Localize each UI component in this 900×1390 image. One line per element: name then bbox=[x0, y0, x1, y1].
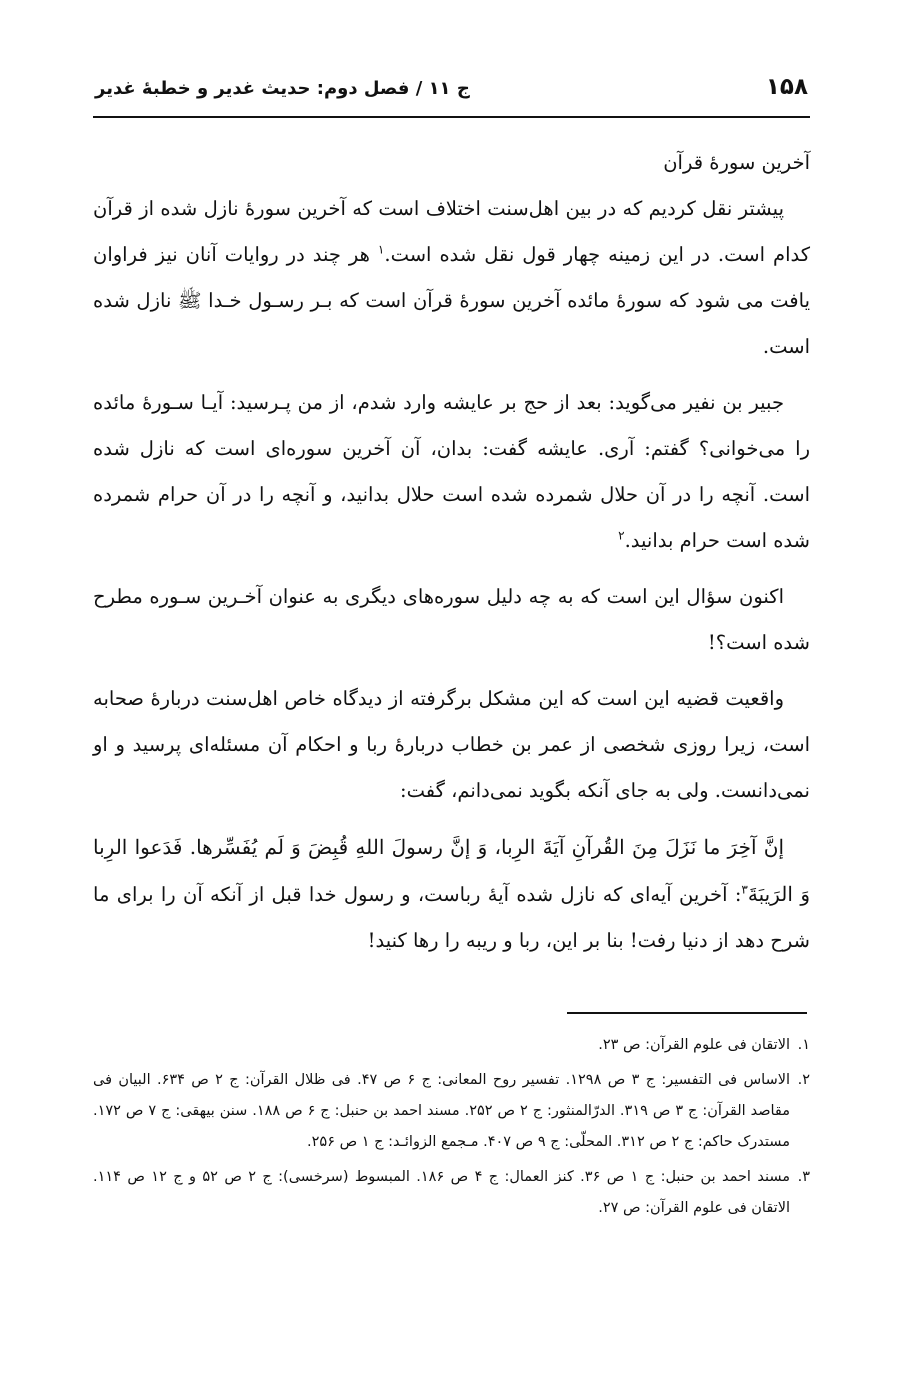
footnote-number: ۳. bbox=[797, 1169, 810, 1185]
footnote-text: الاتقان فی علوم القرآن: ص ۲۳. bbox=[598, 1037, 790, 1053]
page-header bbox=[93, 72, 810, 118]
footnote-1 bbox=[93, 1030, 810, 1061]
footnote-number: ۲. bbox=[797, 1072, 810, 1088]
page-number: ۱۵۸ bbox=[765, 74, 808, 100]
footnote-text: الاساس فی التفسیر: ج ۳ ص ۱۲۹۸. تفسیر روح المعانی: ج ۶ ص ۴۷. فی ظلال القرآن: ج ۲ ص ۶۳۴. البیان فی مقاصد القرآن: ج ۳ ص ۳۱۹. الدرّالمنثور: ج ۲ ص ۲۵۲. مسند احمد بن حنبل: ج ۶ ص ۱۸۸. سنن بیهقی: ج ۷ ص ۱۷۲. مستدرک حاکم: ج ۲ ص ۳۱۲. المحلّی: ج ۹ ص ۴۰۷. مـجمع الزوائـد: ج ۱ ص ۲۵۶. bbox=[93, 1072, 791, 1150]
footnote-number: ۱. bbox=[797, 1037, 810, 1053]
footnote-separator bbox=[567, 1012, 807, 1014]
paragraph-4: واقعیت قضیه این است که این مشکل برگرفته از دیدگاه خاص اهل‌سنت دربارهٔ صحابه است، زیرا روزی شخصی از عمر بن خطاب دربارهٔ ربا و احکام آن مسئله‌ای پرسید و او نمی‌دانست. ولی به جای آنکه بگوید نمی‌دانم، گفت: bbox=[93, 687, 810, 802]
paragraph-1-text: پیشتر نقل کردیم که در بین اهل‌سنت اختلاف است که آخرین سورهٔ نازل شده از قرآن کدام است. در این زمینه چهار قول نقل شده است. bbox=[93, 197, 810, 266]
footnote-ref-1[interactable]: ۱ bbox=[377, 242, 385, 257]
running-title: ج ۱۱ / فصل دوم: حدیث غدیر و خطبهٔ غدیر bbox=[95, 78, 470, 99]
paragraph-2-text: جبیر بن نفیر می‌گوید: بعد از حج بر عایشه وارد شدم، از من پـرسید: آیـا سـورهٔ مائده را می‌خوانی؟ گفتم: آری. عایشه گفت: بدان، آن آخرین سوره‌ای است که نازل شده است. آنچه را در آن حلال شمرده شده است حلال بدانید، و آنچه را در آن حرام شمرده شده است حرام بدانید. bbox=[93, 391, 810, 552]
paragraph-1-text-cont: هر چند در روایات آنان نیز فراوان یافت می شود که سورهٔ مائده آخرین سورهٔ قرآن است که بـر رسـول خـدا ﷺ نازل شده است. bbox=[93, 243, 810, 358]
paragraph-1 bbox=[93, 186, 810, 370]
section-title: آخرین سورهٔ قرآن bbox=[663, 151, 810, 174]
paragraph-3: اکنون سؤال این است که به چه دلیل سوره‌های دیگری به عنوان آخـرین سـوره مطرح شده است؟! bbox=[93, 585, 810, 654]
footnotes bbox=[93, 1030, 810, 1228]
footnote-ref-2[interactable]: ۲ bbox=[618, 528, 625, 543]
main-text bbox=[93, 140, 810, 964]
paragraph-5 bbox=[93, 824, 810, 964]
footnote-2 bbox=[93, 1065, 810, 1158]
footnote-ref-3[interactable]: ۳ bbox=[741, 882, 748, 897]
paragraph-2 bbox=[93, 380, 810, 564]
paragraph-5-text: : آخرین آیه‌ای که نازل شده آیهٔ رباست، و رسول خدا قبل از آنکه آن را برای ما شرح دهد از دنیا رفت! بنا بر این، ربا و ریبه را رها کنید! bbox=[93, 883, 810, 952]
arabic-quote: إنَّ آخِرَ ما نَزَلَ مِنَ القُرآنِ آيَةَ الرِبا، وَ إنَّ رسولَ اللهِ قُبِضَ وَ لَم يُفَسِّرها. فَدَعوا الرِبا وَ الرَيبَةَ bbox=[93, 835, 810, 906]
footnote-3 bbox=[93, 1162, 810, 1224]
footnote-text: مسند احمد بن حنبل: ج ۱ ص ۳۶. کنز العمال: ج ۴ ص ۱۸۶. المبسوط (سرخسی): ج ۲ ص ۵۲ و ج ۱۲ ص ۱۱۴. الاتقان فی علوم القرآن: ص ۲۷. bbox=[93, 1169, 791, 1216]
